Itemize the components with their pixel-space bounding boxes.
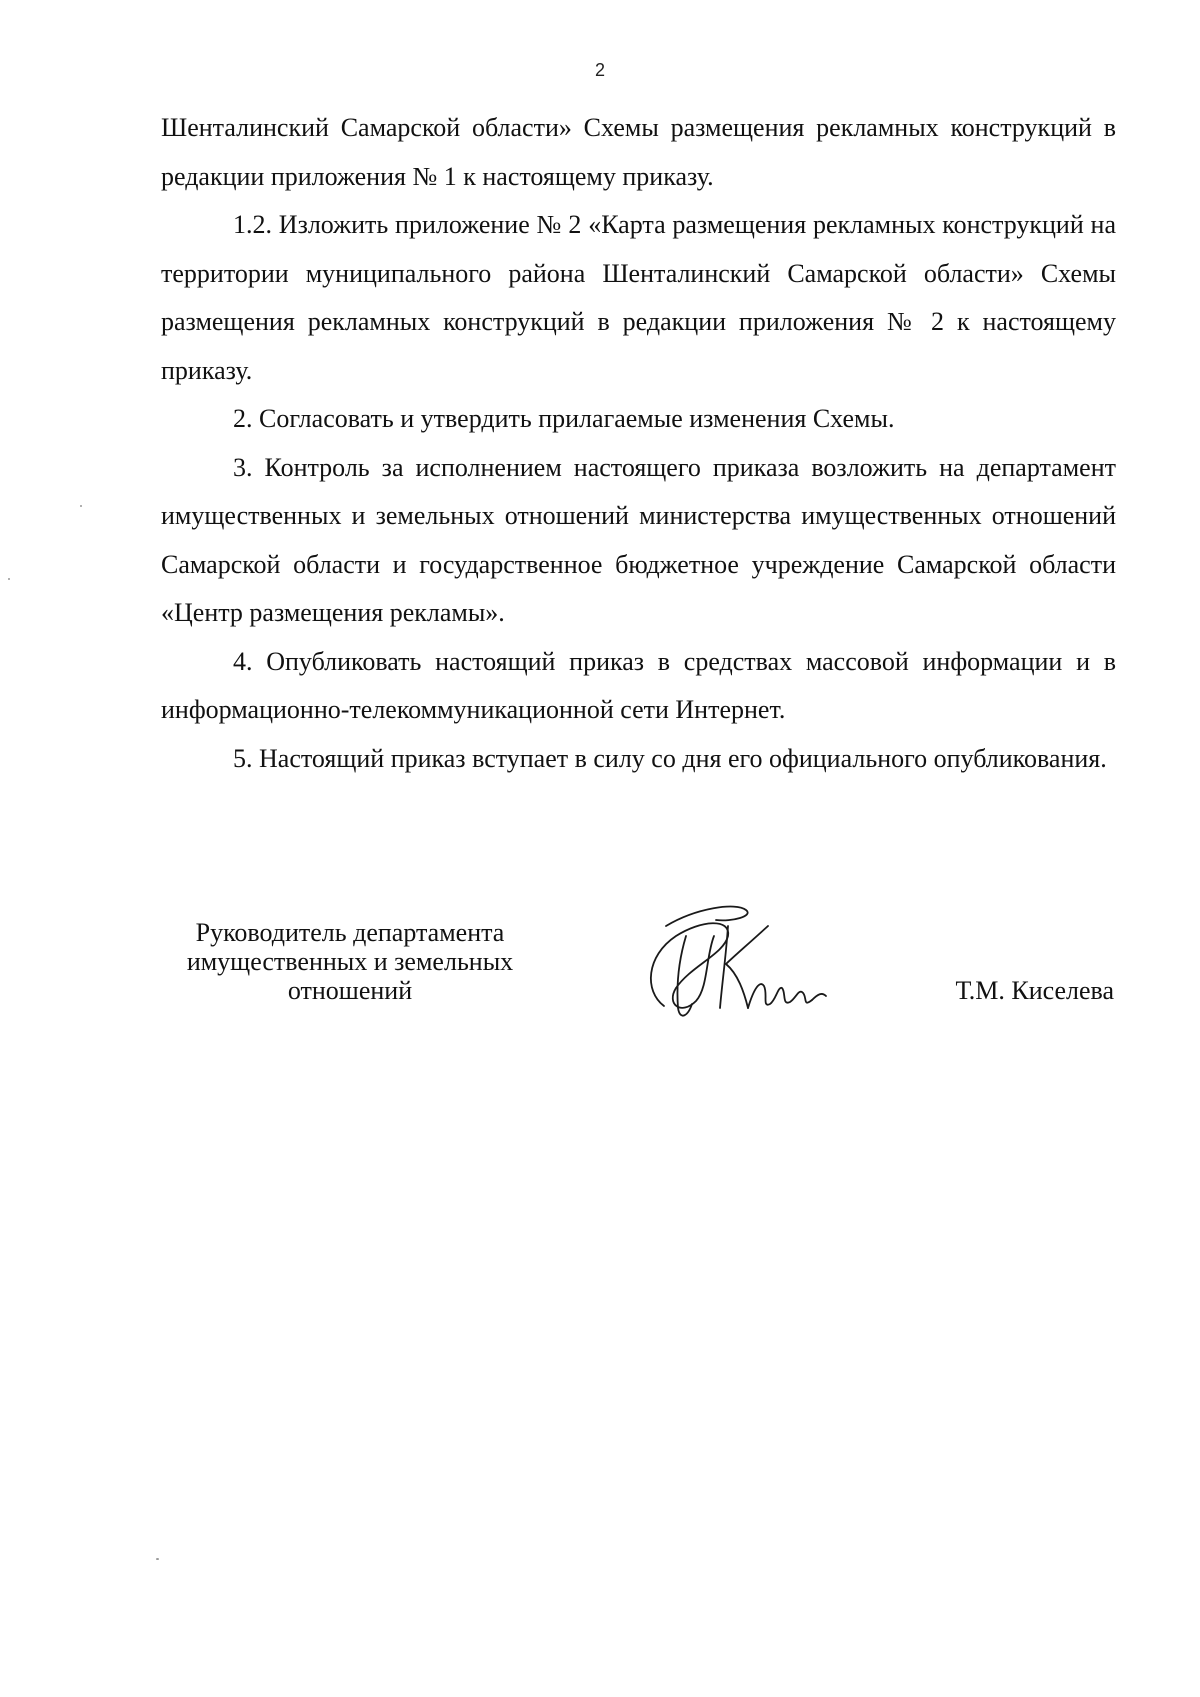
signatory-name: Т.М. Киселева [955,976,1114,1005]
paragraph-item-2: 2. Согласовать и утвердить прилагаемые изменения Схемы. [233,404,895,433]
order-body [161,104,1116,783]
signatory-title-line: имущественных и земельных [186,947,514,976]
scan-speck [8,578,10,580]
paragraph-item-3: 3. Контроль за исполнением настоящего приказа возложить на департамент имущественных и земельных отношений министерства имущественных отношений Самарской области и государственное бюджетное учреждение Самарской области «Центр размещения рекламы». [161,452,1116,627]
signatory-title [160,918,540,1005]
page-number: 2 [594,60,605,80]
scan-speck [80,505,82,507]
paragraph-item-4: 4. Опубликовать настоящий приказ в средствах массовой информации и в информационно-телекоммуникационной сети Интернет. [161,646,1116,724]
paragraph-item-5: 5. Настоящий приказ вступает в силу со дня его официального опубликования. [233,743,1107,773]
paragraph-item-1-2: 1.2. Изложить приложение № 2 «Карта размещения рекламных конструкций на территории муниципального района Шенталинский Самарской области» Схемы размещения рекламных конструкций в редакции приложения № 2 к настоящему приказу. [161,210,1116,385]
signatory-title-line: Руководитель департамента [195,918,505,947]
handwritten-signature [636,896,836,1031]
paragraph-continuation: Шенталинский Самарской области» Схемы размещения рекламных конструкций в редакции приложения № 1 к настоящему приказу. [161,113,1116,191]
scan-speck [156,1558,159,1560]
signatory-title-line: отношений [287,976,413,1005]
